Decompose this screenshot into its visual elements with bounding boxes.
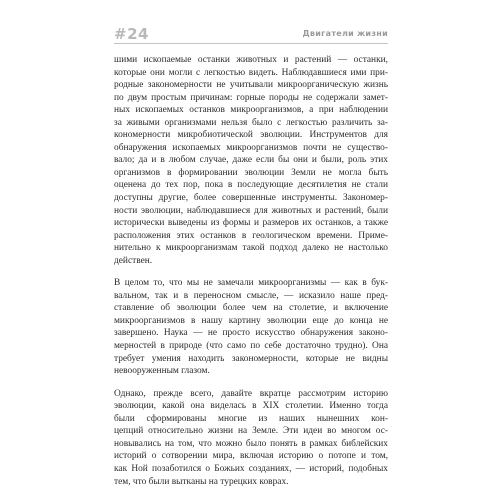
text-line: требует умения находить закономерности, которые не видны [114, 353, 388, 364]
text-line: В целом то, что мы не замечали микроорганизмы — как в бук- [114, 278, 388, 289]
text-line: обнаружения ископаемых микроорганизмов почти не существо- [114, 142, 388, 153]
body-text [114, 54, 388, 498]
text-line: эволюции, какой она виделась в XIX столетии. Именно тогда [114, 401, 388, 412]
text-line: невооруженным глазом. [114, 366, 210, 377]
text-line: тем, что были вытканы на турецких коврах. [114, 476, 289, 487]
text-line: были сформированы многие из наших нынешних кон- [114, 413, 388, 424]
text-line: как Ной позаботился о Божьих созданиях, — историй, подобных [114, 463, 388, 474]
header-rule [114, 43, 388, 44]
paragraph [114, 54, 388, 267]
text-line: доступны другие, более совершенные инструменты. Закономер- [114, 193, 388, 204]
text-line: вальном, так и в переносном смысле, — исказило наше пред- [114, 290, 388, 301]
text-line: ности эволюции, наблюдавшиеся для животных и растений, были [114, 205, 388, 216]
text-line: родные закономерности не учитывали микроорганическую жизнь [114, 80, 388, 91]
running-title: Двигатели жизни [302, 29, 388, 38]
text-line: мерностей в природе (что само по себе достаточно трудно). Она [114, 341, 388, 352]
text-line: за живыми организмами нельзя было с легкостью различить за- [114, 117, 388, 128]
text-line: историй о сотворении мира, включая историю о потопе и том, [114, 451, 388, 462]
page-header [114, 26, 388, 42]
text-line: организмов в формировании эволюции Земли не могла быть [114, 167, 388, 178]
text-line: которые они могли с легкостью видеть. Наблюдавшиеся ими при- [114, 67, 388, 78]
text-line: ных ископаемых останков микроорганизмов, а при наблюдении [114, 105, 388, 116]
text-line: Однако, прежде всего, давайте вкратце рассмотрим историю [114, 388, 388, 399]
text-line: цепций относительно жизни на Земле. Эти идеи во многом ос- [114, 426, 388, 437]
text-line: кономерности микробиотической эволюции. Инструментов для [114, 130, 388, 141]
text-line: микроорганизмов в нашу картину эволюции еще до конца не [114, 315, 388, 326]
text-line: нительно к микроорганизмам такой подход далеко не настолько [114, 243, 388, 254]
text-line: шими ископаемые останки животных и растений — останки, [114, 55, 388, 65]
text-line: новывались на том, что можно было понять в рамках библейских [114, 438, 388, 449]
text-line: завершено. Наука — не просто искусство обнаружения законо- [114, 328, 388, 339]
paragraph [114, 277, 388, 377]
text-line: ставление об эволюции более чем на столетие, и включение [114, 303, 388, 314]
page-number: #24 [114, 25, 149, 43]
text-line: расположения этих останков в геологическом времени. Приме- [114, 230, 388, 241]
paragraph [114, 388, 388, 488]
text-line: действен. [114, 255, 153, 266]
text-line: вало; да и в любом случае, даже если бы они и были, роль этих [114, 155, 388, 166]
text-line: исторически выведены из формы и размеров их останков, а также [114, 218, 388, 229]
text-line: по двум простым причинам: горные породы не содержали замет- [114, 92, 388, 103]
text-line: оценена до тех пор, пока в последующие десятилетия не стали [114, 180, 388, 191]
